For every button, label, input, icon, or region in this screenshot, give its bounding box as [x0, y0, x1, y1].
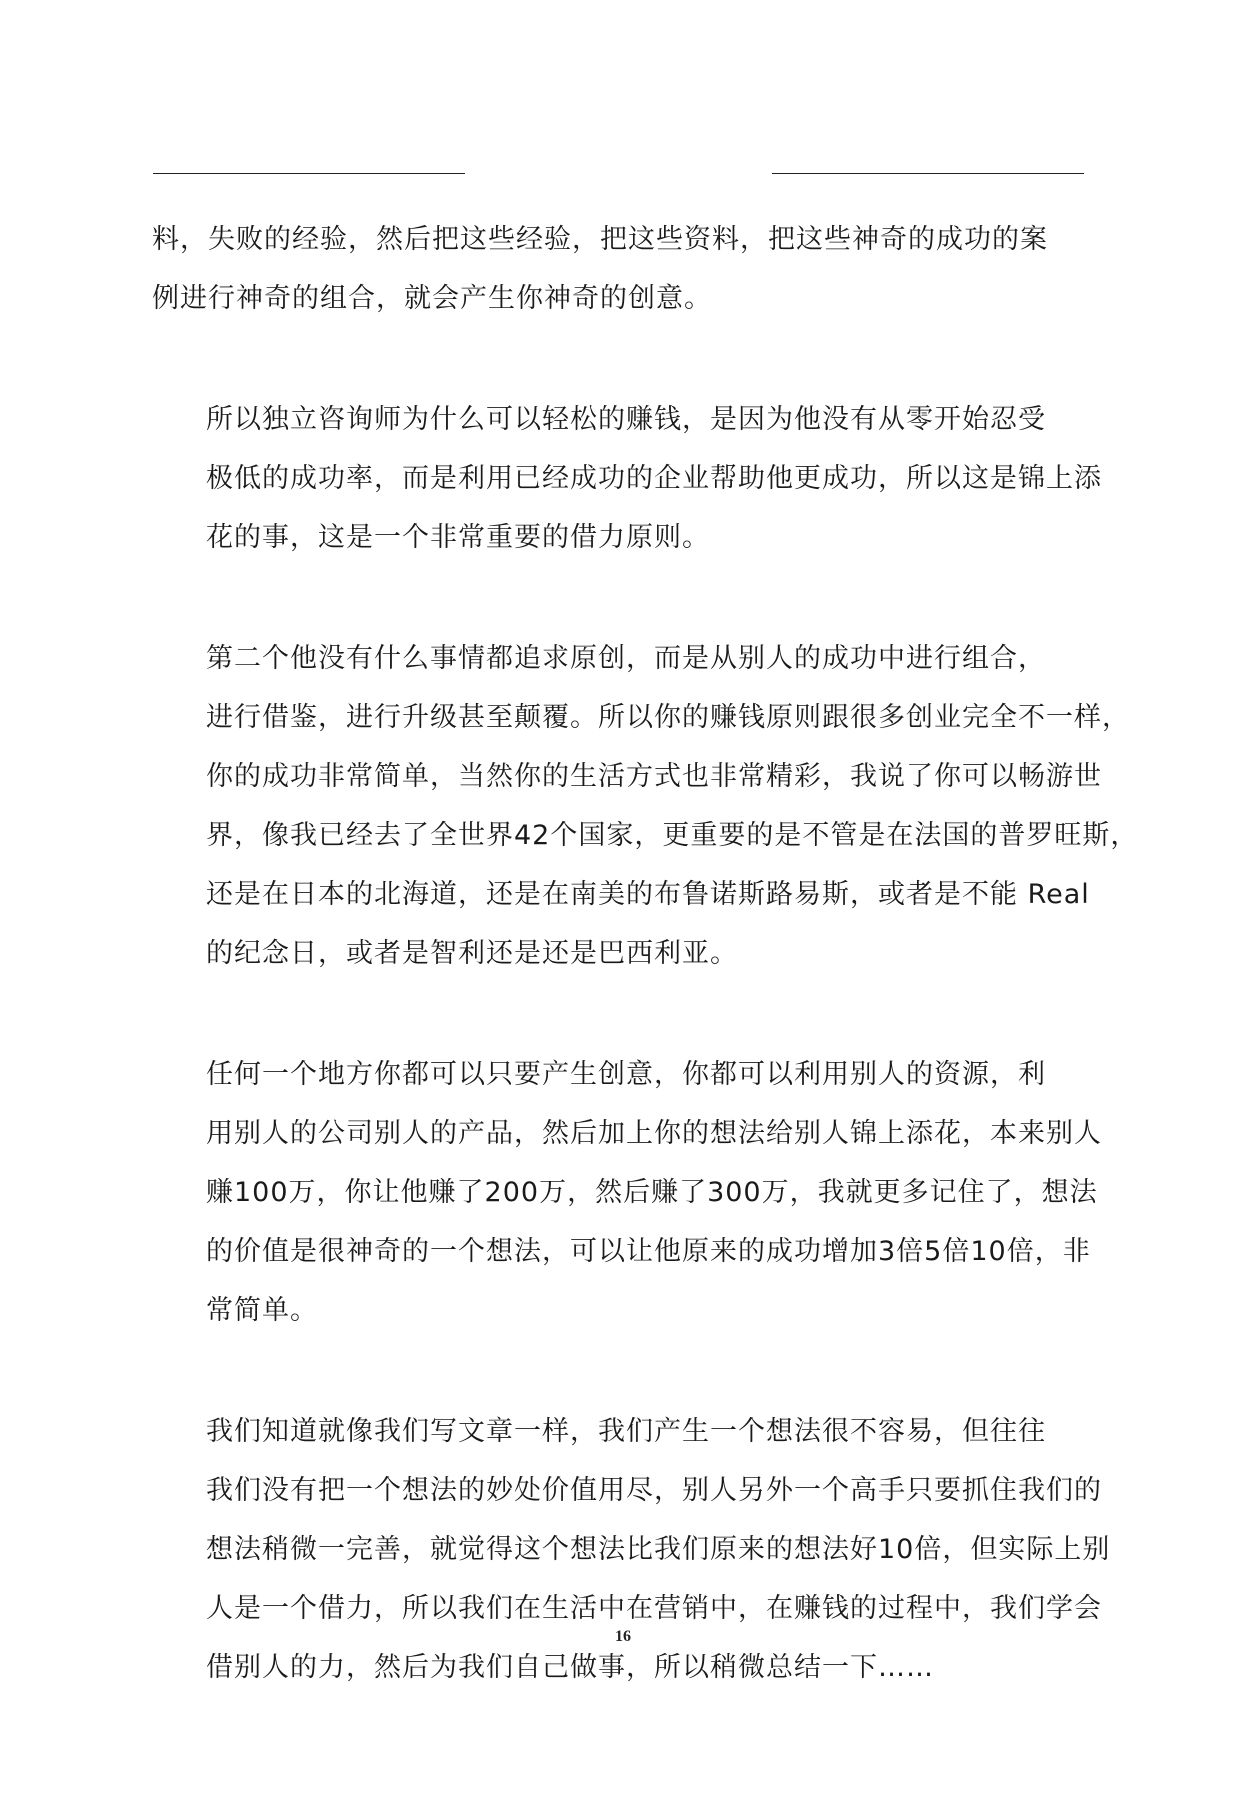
text-line: 借别人的力，然后为我们自己做事，所以稍微总结一下…… [206, 1652, 934, 1683]
text-line: 还是在日本的北海道，还是在南美的布鲁诺斯路易斯，或者是不能 Real [206, 879, 1090, 910]
paragraph [152, 210, 1086, 328]
text-line: 花的事，这是一个非常重要的借力原则。 [206, 522, 710, 553]
text-line: 任何一个地方你都可以只要产生创意，你都可以利用别人的资源，利 [206, 1059, 1046, 1090]
text-line: 极低的成功率，而是利用已经成功的企业帮助他更成功，所以这是锦上添 [206, 463, 1102, 494]
page-number: 16 [615, 1628, 631, 1645]
text-line: 第二个他没有什么事情都追求原创，而是从别人的成功中进行组合， [206, 643, 1046, 674]
text-line: 所以独立咨询师为什么可以轻松的赚钱，是因为他没有从零开始忍受 [206, 404, 1046, 435]
header-rule-left [153, 173, 465, 174]
text-line: 料，失败的经验，然后把这些经验，把这些资料，把这些神奇的成功的案 [152, 224, 1048, 255]
text-line: 界，像我已经去了全世界42个国家，更重要的是不管是在法国的普罗旺斯， [206, 820, 1139, 851]
text-line: 用别人的公司别人的产品，然后加上你的想法给别人锦上添花，本来别人 [206, 1118, 1102, 1149]
paragraph [152, 1045, 1102, 1340]
paragraph [152, 629, 1139, 983]
text-line: 常简单。 [206, 1295, 318, 1326]
text-line: 的纪念日，或者是智利还是还是巴西利亚。 [206, 938, 738, 969]
header-rule-right [772, 173, 1084, 174]
text-line: 的价值是很神奇的一个想法，可以让他原来的成功增加3倍5倍10倍，非 [206, 1236, 1091, 1267]
text-line: 我们知道就像我们写文章一样，我们产生一个想法很不容易，但往往 [206, 1416, 1046, 1447]
paragraph [152, 390, 1102, 567]
text-line: 我们没有把一个想法的妙处价值用尽，别人另外一个高手只要抓住我们的 [206, 1475, 1102, 1506]
text-line: 你的成功非常简单，当然你的生活方式也非常精彩，我说了你可以畅游世 [206, 761, 1102, 792]
paragraph [152, 1402, 1111, 1697]
text-line: 人是一个借力，所以我们在生活中在营销中，在赚钱的过程中，我们学会 [206, 1593, 1102, 1624]
text-line: 进行借鉴，进行升级甚至颠覆。所以你的赚钱原则跟很多创业完全不一样， [206, 702, 1130, 733]
document-body [152, 210, 1139, 1759]
text-line: 例进行神奇的组合，就会产生你神奇的创意。 [152, 283, 712, 314]
text-line: 想法稍微一完善，就觉得这个想法比我们原来的想法好10倍，但实际上别 [206, 1534, 1111, 1565]
text-line: 赚100万，你让他赚了200万，然后赚了300万，我就更多记住了，想法 [206, 1177, 1098, 1208]
